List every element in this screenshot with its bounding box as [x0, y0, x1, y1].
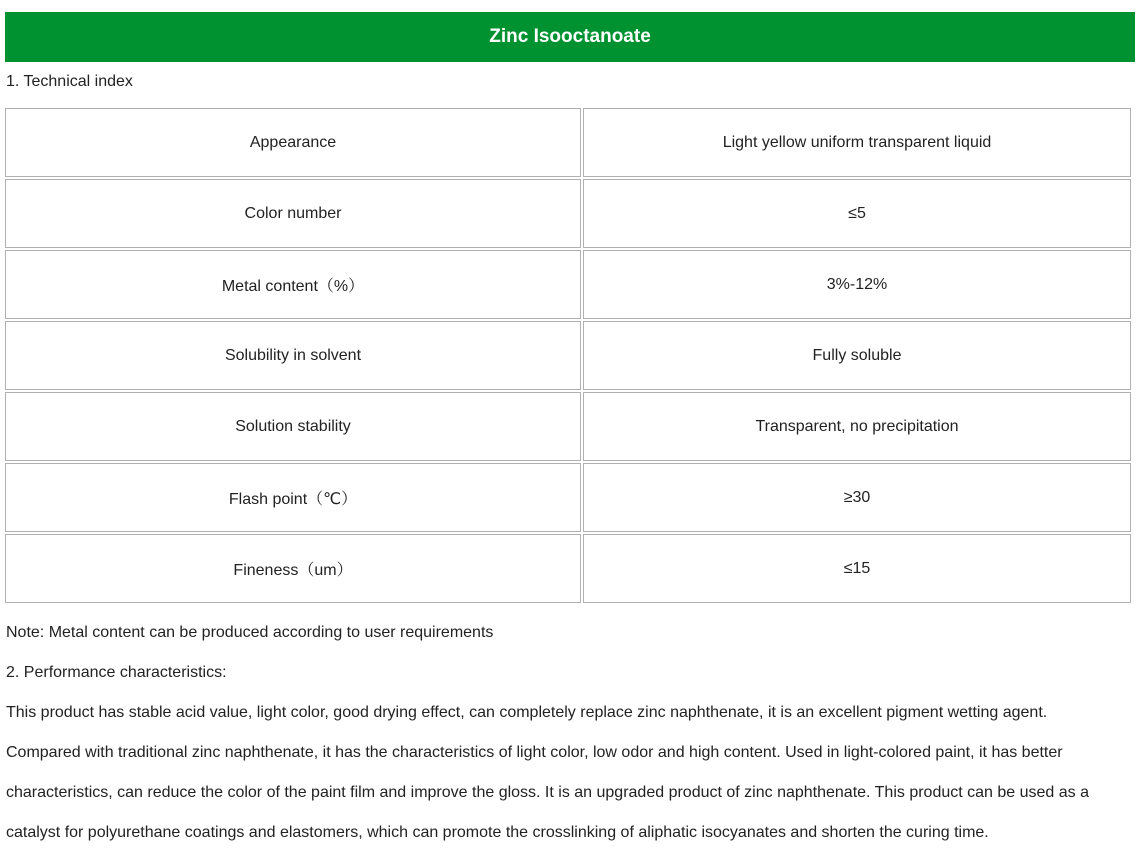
spec-label: Flash point（℃）	[5, 463, 581, 532]
table-row	[5, 463, 1131, 532]
paragraph-line: catalyst for polyurethane coatings and elastomers, which can promote the crosslinking of aliphatic isocyanates and shorten the curing time.	[6, 824, 989, 841]
spec-value: ≤5	[583, 179, 1131, 248]
product-title: Zinc Isooctanoate	[489, 26, 651, 47]
spec-label: Solution stability	[5, 392, 581, 461]
table-row	[5, 250, 1131, 319]
spec-label: Fineness（um）	[5, 534, 581, 603]
spec-label: Metal content（%）	[5, 250, 581, 319]
product-title-bar	[5, 12, 1135, 62]
spec-value: Transparent, no precipitation	[583, 392, 1131, 461]
table-row	[5, 321, 1131, 390]
spec-value: ≤15	[583, 534, 1131, 603]
spec-label: Appearance	[5, 108, 581, 177]
spec-label: Solubility in solvent	[5, 321, 581, 390]
table-row	[5, 108, 1131, 177]
metal-content-note: Note: Metal content can be produced according to user requirements	[6, 624, 494, 641]
spec-value: Fully soluble	[583, 321, 1131, 390]
table-row	[5, 179, 1131, 248]
table-row	[5, 392, 1131, 461]
paragraph-line: This product has stable acid value, light color, good drying effect, can completely replace zinc naphthenate, it is an excellent pigment wetting agent.	[6, 704, 1048, 721]
spec-value: ≥30	[583, 463, 1131, 532]
technical-index-table	[3, 106, 1133, 605]
performance-heading: 2. Performance characteristics:	[6, 664, 227, 681]
performance-description	[6, 693, 1131, 853]
table-row	[5, 534, 1131, 603]
spec-value: Light yellow uniform transparent liquid	[583, 108, 1131, 177]
paragraph-line: Compared with traditional zinc naphthenate, it has the characteristics of light color, low odor and high content. Used in light-colored paint, it has better	[6, 744, 1063, 761]
spec-value: 3%-12%	[583, 250, 1131, 319]
technical-index-heading: 1. Technical index	[6, 73, 133, 90]
paragraph-line: characteristics, can reduce the color of the paint film and improve the gloss. It is an upgraded product of zinc naphthenate. This product can be used as a	[6, 784, 1089, 801]
spec-label: Color number	[5, 179, 581, 248]
